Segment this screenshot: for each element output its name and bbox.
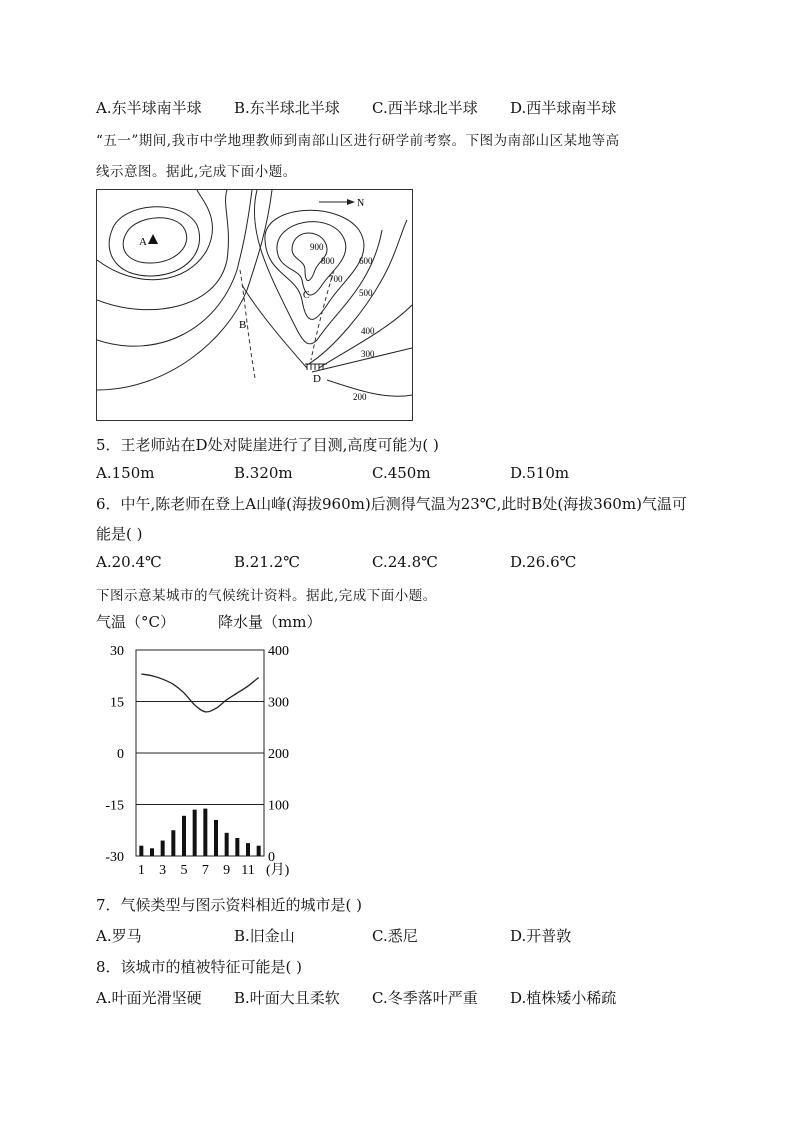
temperature-tick-label: -30	[105, 850, 124, 865]
intro-climate: 下图示意某城市的气候统计资料。据此,完成下面小题。	[96, 588, 437, 604]
temperature-curve	[141, 674, 258, 712]
q6-stem-line1: 6．中午,陈老师在登上A山峰(海拔960m)后测得气温为23℃,此时B处(海拔360m)气温可	[96, 495, 687, 513]
contour-label-800: 800	[321, 256, 335, 266]
q4-option-b: B.东半球北半球	[234, 99, 340, 117]
q4-option-d: D.西半球南半球	[510, 99, 617, 117]
contour-map	[96, 189, 413, 421]
temperature-tick-label: -15	[105, 798, 124, 814]
month-tick-label: 1	[137, 863, 145, 878]
precipitation-bar	[246, 843, 250, 856]
contour-label-600: 600	[359, 256, 373, 266]
contour-label-700: 700	[329, 274, 343, 284]
contour-label-400: 400	[361, 326, 375, 336]
north-arrow-icon	[319, 199, 355, 205]
precipitation-tick-label: 400	[268, 644, 289, 659]
q8-option-b: B.叶面大且柔软	[234, 989, 340, 1007]
label-a: A	[139, 236, 147, 248]
q6-option-c: C.24.8℃	[372, 553, 438, 571]
q6-option-b: B.21.2℃	[234, 553, 300, 571]
precipitation-tick-label: 300	[268, 695, 289, 711]
month-tick-label: 7	[201, 863, 209, 878]
month-tick-label: 9	[223, 863, 231, 878]
contour-label-500: 500	[359, 288, 373, 298]
intro-contour-line2: 线示意图。据此,完成下面小题。	[96, 164, 297, 180]
precipitation-bar	[182, 816, 186, 856]
q4-option-a: A.东半球南半球	[96, 99, 202, 117]
q7-option-c: C.悉尼	[372, 927, 418, 945]
q6-option-a: A.20.4℃	[96, 553, 162, 571]
precipitation-tick-label: 200	[268, 747, 289, 762]
q5-option-c: C.450m	[372, 464, 431, 482]
precipitation-tick-label: 0	[268, 850, 275, 865]
month-tick-label: 11	[241, 863, 255, 878]
climate-chart	[96, 640, 336, 880]
contour-map-drawing	[97, 190, 412, 420]
label-d: D	[313, 373, 321, 385]
month-unit-label: (月)	[266, 863, 290, 878]
q5-option-a: A.150m	[96, 464, 155, 482]
q7-stem: 7．气候类型与图示资料相近的城市是( )	[96, 896, 363, 914]
q8-stem: 8．该城市的植被特征可能是( )	[96, 958, 303, 976]
precipitation-bar	[257, 846, 261, 856]
north-label: N	[357, 198, 365, 209]
temperature-tick-label: 15	[110, 695, 124, 711]
q8-option-c: C.冬季落叶严重	[372, 989, 478, 1007]
label-c: C	[303, 290, 310, 301]
q6-stem-line2: 能是( )	[96, 525, 143, 543]
precipitation-bar	[193, 810, 197, 856]
precipitation-bar	[161, 841, 165, 856]
contour-label-300: 300	[361, 349, 375, 359]
precipitation-bar	[203, 809, 207, 856]
precipitation-bar	[235, 838, 239, 856]
month-tick-label: 5	[180, 863, 188, 878]
intro-contour-line1: “五一”期间,我市中学地理教师到南部山区进行研学前考察。下图为南部山区某地等高	[96, 133, 620, 149]
precipitation-tick-label: 100	[268, 798, 289, 814]
precipitation-bar	[171, 830, 175, 856]
q7-option-d: D.开普敦	[510, 927, 572, 945]
contour-label-200: 200	[353, 392, 367, 402]
contour-label-900: 900	[310, 242, 324, 252]
q8-option-d: D.植株矮小稀疏	[510, 989, 617, 1007]
precipitation-axis-title: 降水量（mm）	[218, 613, 322, 631]
q7-option-a: A.罗马	[96, 927, 142, 945]
precipitation-bar	[225, 833, 229, 856]
peak-triangle-icon	[148, 234, 158, 244]
q7-option-b: B.旧金山	[234, 927, 295, 945]
q5-stem: 5．王老师站在D处对陡崖进行了目测,高度可能为( )	[96, 436, 439, 454]
precipitation-bar	[214, 820, 218, 856]
precipitation-bar	[150, 848, 154, 856]
q5-option-d: D.510m	[510, 464, 570, 482]
month-tick-label: 3	[159, 863, 167, 878]
q8-option-a: A.叶面光滑坚硬	[96, 989, 202, 1007]
precipitation-bar	[139, 846, 143, 856]
temperature-tick-label: 30	[110, 644, 124, 659]
temperature-tick-label: 0	[117, 747, 124, 762]
q5-option-b: B.320m	[234, 464, 293, 482]
temperature-axis-title: 气温（°C）	[96, 613, 175, 631]
q6-option-d: D.26.6℃	[510, 553, 577, 571]
q4-option-c: C.西半球北半球	[372, 99, 478, 117]
label-b: B	[239, 319, 247, 331]
